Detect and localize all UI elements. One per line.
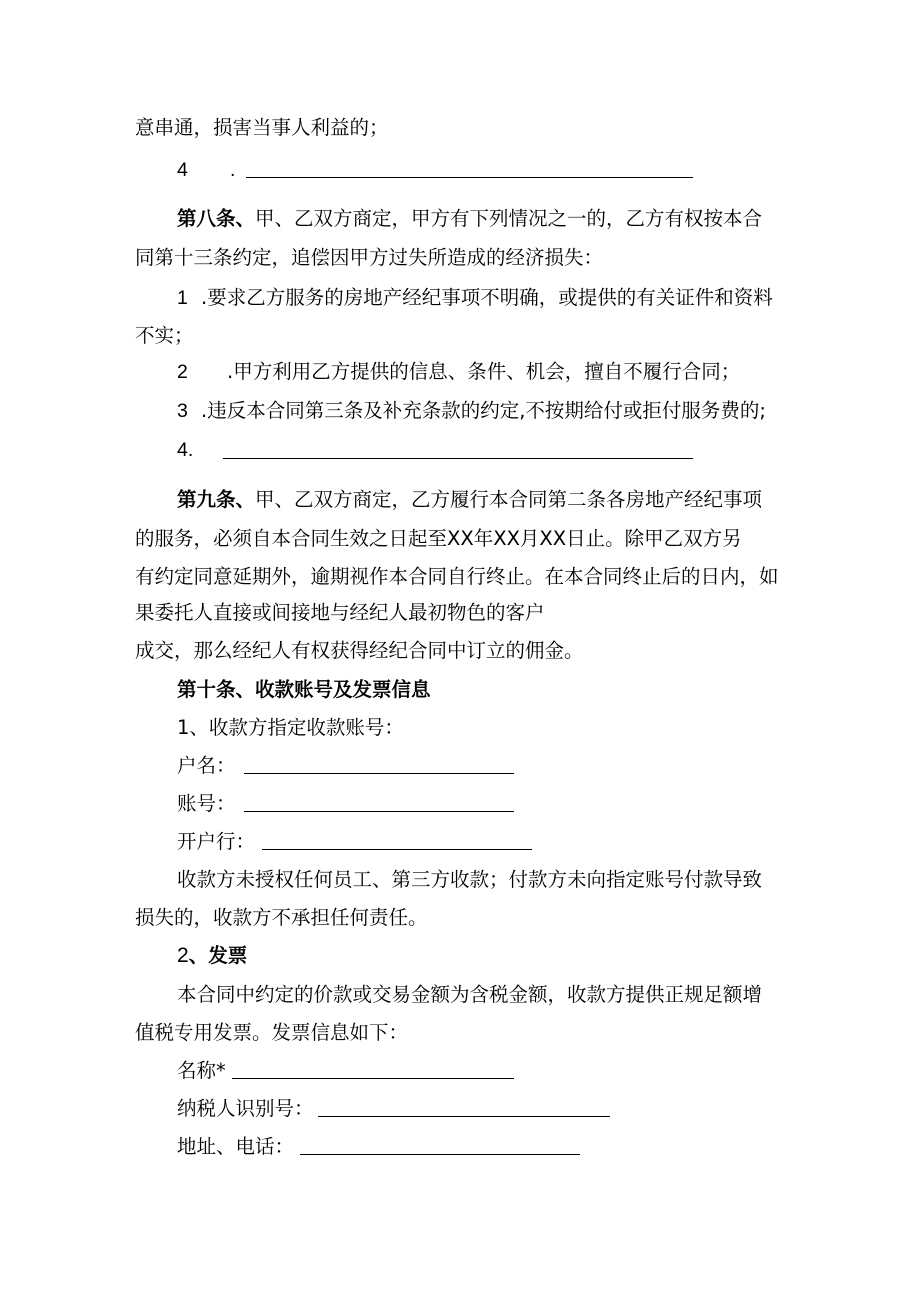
invoice-desc-line2: 值税专用发票。发票信息如下： — [135, 1021, 409, 1044]
account-name-blank — [244, 773, 514, 774]
article7-item4-dot: . — [230, 159, 236, 181]
article8-heading: 第八条、 — [177, 207, 256, 230]
article9-line1 — [177, 487, 762, 513]
article8-item4-blank — [223, 458, 693, 459]
account-number-label: 账号： — [177, 792, 236, 815]
payment-notice-line2: 损失的，收款方不承担任何责任。 — [135, 906, 428, 929]
article8-item3-text: .违反本合同第三条及补充条款的约定,不按期给付或拒付服务费的; — [201, 399, 766, 422]
article7-item4-number: 4 — [177, 159, 188, 181]
article10-section1-title: 1、收款方指定收款账号： — [177, 716, 404, 739]
article9-heading: 第九条、 — [177, 488, 256, 511]
article8-item4-number: 4. — [177, 439, 194, 461]
bank-label: 开户行： — [177, 830, 256, 853]
article9-line5: 成交，那么经纪人有权获得经纪合同中订立的佣金。 — [135, 639, 584, 662]
address-phone-blank — [300, 1154, 580, 1155]
payment-notice-line1: 收款方未授权任何员工、第三方收款；付款方未向指定账号付款导致 — [177, 868, 763, 891]
invoice-section-number: 2 — [177, 944, 189, 967]
article8-item1-line2: 不实； — [135, 324, 194, 347]
article10-heading: 第十条、收款账号及发票信息 — [177, 678, 431, 701]
article9-line3: 有约定同意延期外，逾期视作本合同自行终止。在本合同终止后的日内，如 — [135, 565, 779, 588]
article9-line4: 果委托人直接或间接地与经纪人最初物色的客户 — [135, 601, 545, 624]
bank-blank — [262, 849, 532, 850]
article8-item3-number: 3 — [177, 400, 188, 422]
invoice-name-blank — [232, 1078, 514, 1079]
article9-line2: 的服务，必须自本合同生效之日起至XX年XX月XX日止。除甲乙双方另 — [135, 527, 742, 550]
carryover-line: 意串通，损害当事人利益的； — [135, 116, 389, 139]
article8-item1-number: 1 — [177, 287, 188, 309]
invoice-section-title-text: 、发票 — [188, 944, 248, 967]
article8-item1-line1: .要求乙方服务的房地产经纪事项不明确，或提供的有关证件和资料 — [201, 286, 773, 309]
article8-item2-number: 2 — [177, 361, 188, 383]
invoice-section-title — [177, 943, 247, 969]
article8-intro-text1: 甲、乙双方商定，甲方有下列情况之一的，乙方有权按本合 — [255, 207, 763, 230]
article8-intro-line2: 同第十三条约定，追偿因甲方过失所造成的经济损失： — [135, 246, 604, 269]
article7-item4-blank — [246, 177, 693, 178]
address-phone-label: 地址、电话： — [177, 1135, 295, 1158]
account-name-label: 户名： — [177, 754, 236, 777]
taxpayer-id-blank — [318, 1116, 610, 1117]
article9-text1: 甲、乙双方商定，乙方履行本合同第二条各房地产经纪事项 — [255, 488, 763, 511]
invoice-name-label: 名称* — [177, 1059, 226, 1082]
taxpayer-id-label: 纳税人识别号： — [177, 1097, 314, 1120]
account-number-blank — [244, 811, 514, 812]
article8-item2-text: .甲方利用乙方提供的信息、条件、机会，擅自不履行合同； — [227, 360, 741, 383]
article8-intro-line1 — [177, 206, 762, 232]
invoice-desc-line1: 本合同中约定的价款或交易金额为含税金额，收款方提供正规足额增 — [177, 983, 763, 1006]
